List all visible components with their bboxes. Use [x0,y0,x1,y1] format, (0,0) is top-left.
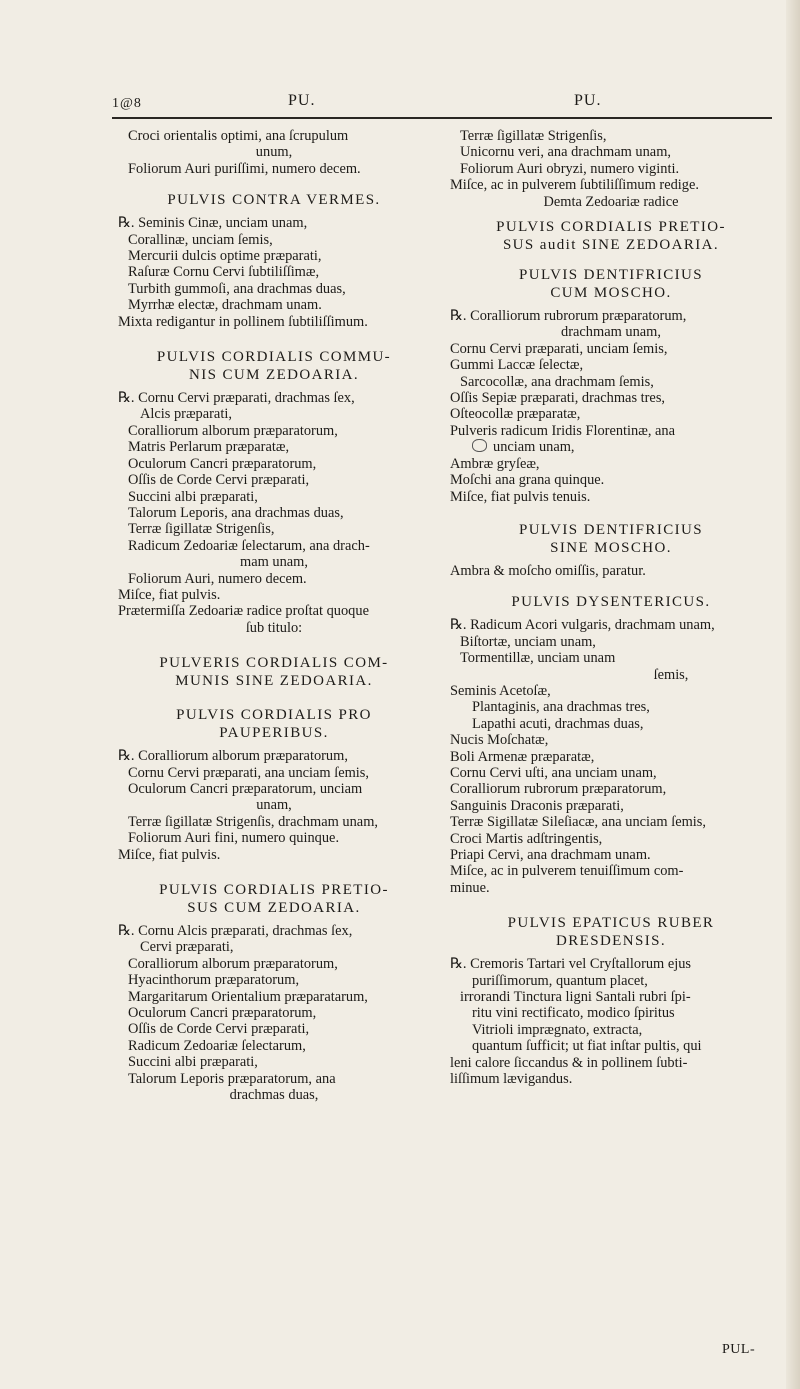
text-line: Hyacinthorum præparatorum, [128,972,300,989]
text-line: Plantaginis, ana drachmas tres, [472,699,650,716]
text-line: Myrrhæ electæ, drachmam unam. [128,297,322,314]
text-line: ℞. Cornu Alcis præparati, drachmas ſex, [118,923,353,939]
text-line: Cornu Cervi præparati, unciam ſemis, [450,340,668,357]
text-line: Radicum Zedoariæ ſelectarum, ana drach- [128,537,370,554]
text-line: Oſſis Sepiæ præparati, drachmas tres, [450,390,666,407]
text-line: ſub titulo: [245,619,303,636]
section-heading: PULVIS CONTRA VERMES. [167,192,381,209]
text-line: Talorum Leporis præparatorum, ana [128,1070,336,1087]
text-line: ℞. Coralliorum rubrorum præparatorum, [450,308,687,325]
section-heading: PULVIS DENTIFRICIUS [519,267,703,284]
section-heading: PULVIS DYSENTERICUS. [511,594,711,611]
text-line: Succini albi præparati, [128,488,258,505]
text-line: Moſchi ana grana quinque. [450,472,605,489]
text-line: ℞. Cremoris Tartari vel Cryſtallorum ejus [450,956,692,973]
text-line: Coralliorum rubrorum præparatorum, [450,781,667,798]
text-line: ℞. Cornu Cervi præparati, drachmas ſex, [118,390,355,407]
text-line: Coralliorum alborum præparatorum, [128,422,338,439]
text-line: Oſteocollæ præparatæ, [450,406,581,423]
text-line: Cornu Cervi uſti, ana unciam unam, [450,764,657,781]
text-line: Turbith gummoſi, ana drachmas duas, [128,280,346,297]
text-line: Radicum Zedoariæ ſelectarum, [128,1037,306,1054]
section-heading: PULVIS DENTIFRICIUS [519,521,703,538]
text-line: ℞. Seminis Cinæ, unciam unam, [118,215,308,232]
text-line: ſemis, [653,666,689,683]
text-line: Croci orientalis optimi, ana ſcrupulum [128,128,349,144]
left-column [118,128,430,1103]
text-line: Sarcocollæ, ana drachmam ſemis, [460,373,654,390]
text-line: Foliorum Auri, numero decem. [128,570,307,587]
text-line: Terræ ſigillatæ Strigenſis, [128,521,275,538]
text-line: drachmam unam, [561,324,661,341]
text-line: Oculorum Cancri præparatorum, [128,455,317,472]
text-line: Seminis Acetoſæ, [450,682,551,699]
text-line: Margaritarum Orientalium præparatarum, [128,988,368,1005]
section-heading: SUS audit SINE ZEDOARIA. [502,237,720,254]
text-line: Sanguinis Draconis præparati, [450,797,624,814]
text-line: Demta Zedoariæ radice [543,193,679,210]
section-heading: MUNIS SINE ZEDOARIA. [175,673,373,690]
text-line: Terræ Sigillatæ Sileſiacæ, ana unciam ſemis, [450,814,706,831]
text-line: Cornu Cervi præparati, ana unciam ſemis, [128,764,369,781]
page-edge [786,0,800,1389]
text-line: unam, [256,797,292,814]
text-line: Coralliorum alborum præparatorum, [128,955,338,972]
text-line: Unicornu veri, ana drachmam unam, [460,144,671,161]
text-line: Mercurii dulcis optime præparati, [128,248,322,265]
section-heading: PULVIS EPATICUS RUBER [507,915,715,932]
page-number: 1@8 [112,96,142,111]
text-line: ℞. Radicum Acori vulgaris, drachmam unam, [450,617,715,634]
section-heading: DRESDENSIS. [556,933,666,950]
text-line: Cervi præparati, [140,939,234,956]
text-line: puriſſimorum, quantum placet, [472,972,648,989]
section-heading: PULVERIS CORDIALIS COM- [159,655,389,672]
text-line: liſſimum lævigandus. [450,1071,573,1088]
text-line: Corallinæ, unciam ſemis, [128,231,273,248]
text-line: Foliorum Auri obryzi, numero viginti. [460,160,680,177]
text-line: Miſce, fiat pulvis. [118,846,221,863]
text-line: Tormentillæ, unciam unam [460,650,616,667]
text-line: Oculorum Cancri præparatorum, unciam [128,780,363,797]
text-line: ritu vini rectificato, modico ſpiritus [472,1005,675,1022]
text-line: Succini albi præparati, [128,1054,258,1071]
section-heading: PULVIS CORDIALIS PRETIO- [496,219,726,236]
section-heading: PAUPERIBUS. [219,725,329,742]
header-rule [112,117,772,119]
recipe-symbol-icon [472,439,487,452]
text-line: Oſſis de Corde Cervi præparati, [128,1021,310,1038]
text-line: Terræ ſigillatæ Strigenſis, [460,128,607,144]
text-line: unum, [255,144,293,161]
text-line: Foliorum Auri puriſſimi, numero decem. [128,160,361,177]
section-heading: PULVIS CORDIALIS COMMU- [156,349,392,366]
text-line: drachmas duas, [229,1087,319,1104]
section-heading: PULVIS CORDIALIS PRO [176,707,372,724]
section-heading: SINE MOSCHO. [550,539,672,556]
text-line: quantum ſufficit; ut fiat inſtar pultis, qui [472,1038,702,1055]
text-line: Gummi Laccæ ſelectæ, [450,357,584,374]
text-line: Pulveris radicum Iridis Florentinæ, ana [450,422,676,439]
text-line: Miſce, ac in pulverem tenuiſſimum com- [450,863,684,880]
text-line: Ambræ gryſeæ, [450,455,540,472]
text-line: Vitrioli imprægnato, extracta, [472,1021,643,1038]
running-header [112,92,774,116]
text-line: unciam unam, [493,439,575,456]
left-running-title: PU. [288,92,316,109]
text-line: Biſtortæ, unciam unam, [460,633,596,650]
text-line: Boli Armenæ præparatæ, [450,748,595,765]
section-heading: NIS CUM ZEDOARIA. [188,367,360,384]
text-line: Foliorum Auri fini, numero quinque. [128,830,340,847]
text-line: Priapi Cervi, ana drachmam unam. [450,847,651,863]
text-line: Croci Martis adſtringentis, [450,830,603,847]
right-running-title: PU. [574,92,602,109]
text-line: Miſce, ac in pulverem ſubtiliſſimum redige. [450,177,699,194]
text-line: leni calore ſiccandus & in pollinem ſubti- [450,1054,688,1071]
section-heading: CUM MOSCHO. [550,285,672,302]
text-line: Ambra & moſcho omiſſis, paratur. [450,562,646,579]
right-column [450,128,772,1087]
text-line: Mixta redigantur in pollinem ſubtiliſſimum. [118,313,368,330]
text-line: Talorum Leporis, ana drachmas duas, [128,504,344,521]
text-line: Raſuræ Cornu Cervi ſubtiliſſimæ, [128,264,320,281]
text-line: Miſce, fiat pulvis tenuis. [450,488,591,505]
text-line: Nucis Moſchatæ, [450,732,549,749]
text-line: irrorandi Tinctura ligni Santali rubri ſpi- [460,989,691,1006]
catchword: PUL- [722,1342,756,1357]
text-line: Lapathi acuti, drachmas duas, [472,715,644,732]
text-line: Prætermiſſa Zedoariæ radice proſtat quoque [118,603,369,620]
text-line: Oculorum Cancri præparatorum, [128,1005,317,1022]
text-line: ℞. Coralliorum alborum præparatorum, [118,748,348,765]
text-line: Terræ ſigillatæ Strigenſis, drachmam unam, [128,813,378,830]
text-line: Oſſis de Corde Cervi præparati, [128,472,310,489]
text-line: Alcis præparati, [140,406,232,423]
text-line: Miſce, fiat pulvis. [118,586,221,603]
text-line: minue. [450,879,490,896]
text-line: Matris Perlarum præparatæ, [128,439,290,456]
section-heading: PULVIS CORDIALIS PRETIO- [159,882,389,898]
text-line: mam unam, [240,554,308,571]
section-heading: SUS CUM ZEDOARIA. [187,900,361,916]
